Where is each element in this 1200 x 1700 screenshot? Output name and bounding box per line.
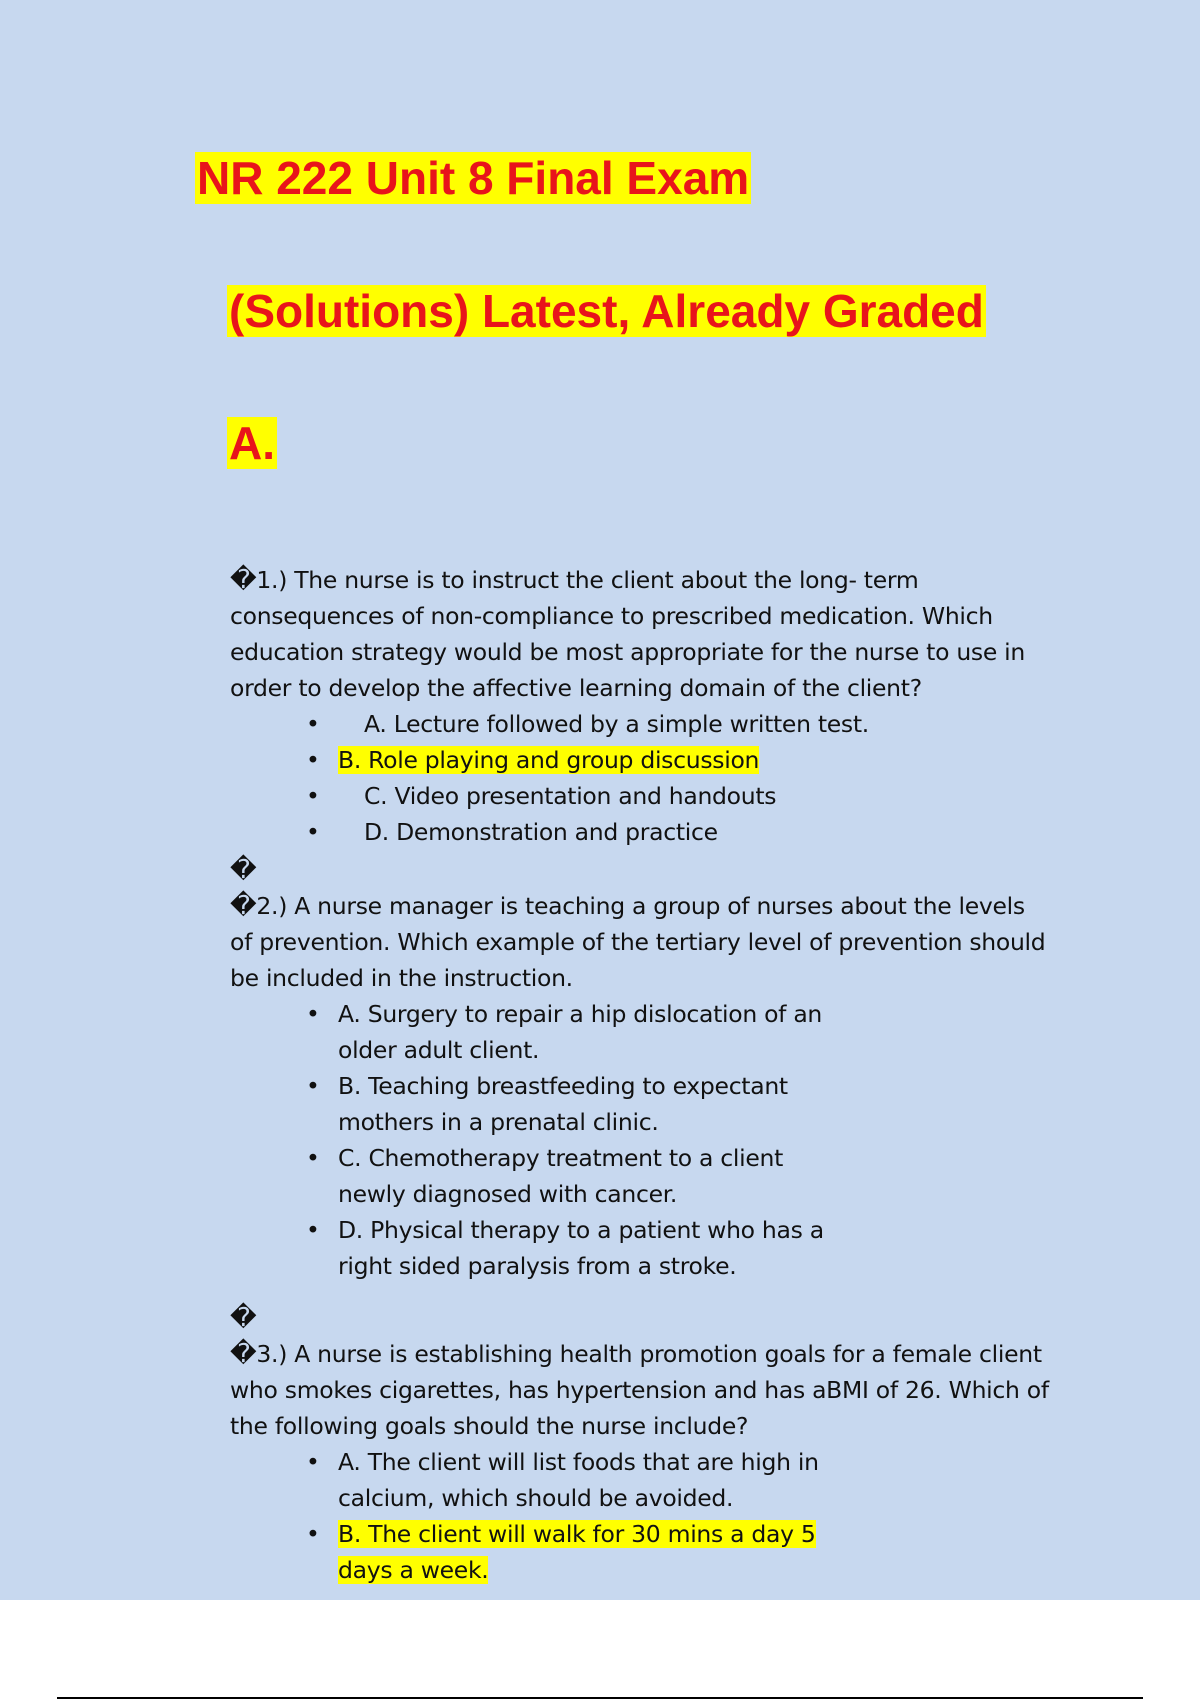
answer-option: • C. Video presentation and handouts [230,778,1050,814]
answer-options [230,1444,1050,1588]
answer-option: • B. Teaching breastfeeding to expectant mothers in a prenatal clinic. [230,1068,830,1140]
replacement-glyph-icon: � [230,1339,257,1369]
answer-option: • D. Physical therapy to a patient who has a right sided paralysis from a stroke. [230,1212,830,1284]
question-2 [230,888,1050,1284]
question-list [230,562,1050,1588]
answer-option: • D. Demonstration and practice [230,814,1050,850]
separator [230,1300,1050,1336]
answer-option-highlighted: • B. Role playing and group discussion [230,742,1050,778]
document-title-line-1: NR 222 Unit 8 Final Exam [197,152,750,204]
answer-options [230,996,1050,1284]
replacement-glyph-icon: � [230,565,257,595]
question-3 [230,1336,1050,1588]
document-title-line-3: A. [229,417,275,469]
page-bottom-rule [57,1697,1143,1699]
separator [230,852,1050,888]
question-text: �2.) A nurse manager is teaching a group of nurses about the levels of prevention. Which example of the tertiary level of prevention should be included in the instruction. [230,888,1050,996]
question-text: �1.) The nurse is to instruct the client about the long- term consequences of non-compliance to prescribed medication. Which education strategy would be most appropriate for the nurse to use in order to develop the affective learning domain of the client? [230,562,1050,706]
question-1 [230,562,1050,850]
replacement-glyph-icon: � [230,855,257,885]
answer-option: • C. Chemotherapy treatment to a client newly diagnosed with cancer. [230,1140,830,1212]
answer-option: • A. Surgery to repair a hip dislocation of an older adult client. [230,996,830,1068]
answer-option-highlighted: • B. The client will walk for 30 mins a day 5 days a week. [230,1516,860,1588]
replacement-glyph-icon: � [230,1303,257,1333]
answer-option: • A. Lecture followed by a simple written test. [230,706,1050,742]
document-title-line-2: (Solutions) Latest, Already Graded [229,285,984,337]
answer-option: • A. The client will list foods that are high in calcium, which should be avoided. [230,1444,860,1516]
question-text: �3.) A nurse is establishing health promotion goals for a female client who smokes cigarettes, has hypertension and has aBMI of 26. Which of the following goals should the nurse include? [230,1336,1050,1444]
replacement-glyph-icon: � [230,891,257,921]
answer-options [230,706,1050,850]
